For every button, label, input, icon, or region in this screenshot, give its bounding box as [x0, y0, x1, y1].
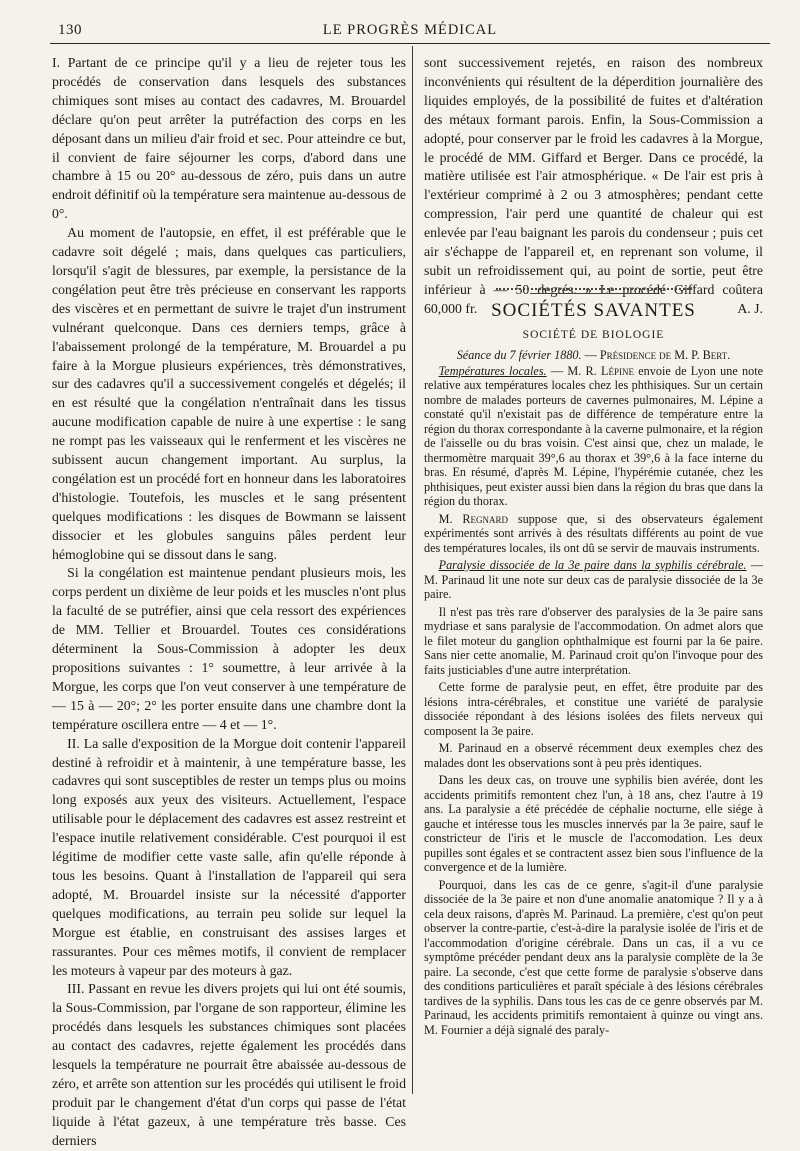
- paragraph-freezing: Si la congélation est maintenue pendant plusieurs mois, les corps perdent un dixième de leur poids et les muscles n'ont plus la faculté de se putréfier, ainsi que cela ressort des expériences de MM. Tellier et Brouardel. Toutes ces considérations déterminent la Sous-Commission à adopter les deux propositions suivantes : 1° soumettre, à leur arrivée à la Morgue, les corps que l'on veut conserver à une température de — 15 à — 20°; 2° les porter ensuite dans une chambre dont la température oscillera entre — 4 et — 1°.: [52, 565, 406, 732]
- paragraph: Cette forme de paralysie peut, en effet, être produite par des lésions intra-cérébrales, et constitue une variété de paralysie dissociée répondant à des lésions isolées des filets nerveux qui composent la 3e paire.: [424, 680, 763, 738]
- topic-reply: [424, 512, 763, 556]
- section-rule-dotted: [496, 288, 692, 290]
- topic-paralysie: [424, 558, 763, 602]
- topic-title: Températures locales.: [438, 363, 547, 378]
- reply-text: suppose que, si des observateurs également expérimentés sont arrivés à des résultats différents au point de vue des températures locales, ils ont dû se servir de mauvais instruments.: [424, 511, 763, 555]
- topic-text: envoie de Lyon une note relative aux températures locales chez les phthisiques. Sur un certain nombre de malades porteurs de cavernes pulmonaires, M. Lépine a constaté qu'il n'existait pas de différence de température entre la région du thorax correspondante à la caverne pulmonaire, et la région de l'aisselle ou du bras voisin. C'est ainsi que, chez un malade, le thermomètre marquait 39°,6 au thorax et 39°,6 à la face interne du bras. En résumé, d'après M. Lépine, l'hypérémie cutanée, chez les phthisiques, peut exister aussi bien dans la région du bras que dans la région du thorax.: [424, 363, 764, 508]
- paragraph: Il n'est pas très rare d'observer des paralysies de la 3e paire sans mydriase et sans paralysie de l'accommodation. On admet alors que le filet moteur du ganglion ophthalmique est fourni par la 6e paire. Sans nier cette anomalie, M. Parinaud croit qu'on l'invoque pour des faits justiciables d'une autre interprétation.: [424, 604, 763, 677]
- reply-author: M. Regnard: [438, 511, 508, 526]
- page-number: 130: [58, 22, 82, 38]
- paragraph: Dans les deux cas, on trouve une syphilis bien avérée, dont les accidents primitifs remontent chez l'un, à 18 ans, chez l'autre à 19 ans. La paralysie a été précédée de céphalie nocturne, elle siége à gauche et intéresse tous les muscles innervés par la 3e paire, sauf le constricteur de l'iris et le muscle de l'accomodation. Les deux pupilles sont égales et se contractent assez bien sous l'influence de la convergence et de la lumière.: [424, 773, 763, 874]
- paragraph-autopsy: Au moment de l'autopsie, en effet, il est préférable que le cadavre soit dégelé ; mais, dans quelques cas particuliers, lorsqu'il s'agit de blessures, par exemple, la persistance de la congélation peut être très précieuse en conservant les rapports des viscères et en permettant de suivre le trajet d'un instrument vulnérant quelconque. Dans ces derniers temps, grâce à l'abaissement prolongé de la température, M. Brouardel a pu faire à la Morgue plusieurs expériences, très démonstratives, sur des cadavres qu'il a successivement congelés et dégelés; il en est résulté que la congélation n'entraînait dans les tissus aucune modification capable de nuire à une expertise : le sang ne rompt pas les vaisseaux qui le renferment et les viscères ne subissent aucun changement important. Au surplus, la congélation est un procédé fort en honneur dans les laboratoires d'histologie. Toutefois, les muscles et le sang présentent quelques modifications : les disques de Bowmann se laissent dissocier et les globules sanguins pâles perdent leur hémoglobine qui se dissout dans le sang.: [52, 225, 406, 562]
- right-column-continuation: [424, 54, 763, 319]
- running-head: LE PROGRÈS MÉDICAL: [322, 22, 498, 38]
- session-presidency: — Présidence de M. P. Bert.: [584, 348, 731, 362]
- author-signature: A. J.: [737, 300, 763, 316]
- session-date: Séance du 7 février 1880.: [456, 348, 582, 362]
- topic-temperatures: Températures locales. — M. R. Lépine envoie de Lyon une note relative aux températures locales chez les phthisiques. Sur un certain nombre de malades porteurs de cavernes pulmonaires, M. Lépine a constaté qu'il n'existait pas de différence de température entre la région du thorax correspondante à la caverne pulmonaire, et la région de l'aisselle ou du bras voisin. C'est ainsi que, chez un malade, le thermomètre marquait 39°,6 au thorax et 39°,6 à la face interne du bras. En résumé, d'après M. Lépine, l'hypérémie cutanée, chez les phthisiques, peut exister aussi bien dans la région du bras que dans la région du thorax.: [424, 363, 764, 508]
- topic-intro: — M. Parinaud lit une note sur deux cas de paralysie dissociée de la 3e paire.: [424, 558, 763, 601]
- paragraph-continuation: [424, 54, 763, 319]
- section-rule: [530, 293, 658, 294]
- left-column: [52, 54, 406, 1151]
- topic-title: Paralysie dissociée de la 3e paire dans la syphilis cérébrale.: [438, 558, 747, 572]
- session-line: [424, 348, 763, 363]
- page-header: [50, 20, 770, 42]
- paragraph: M. Parinaud en a observé récemment deux exemples chez des malades dont les observations sont à peu près identiques.: [424, 741, 763, 770]
- section-title: SOCIÉTÉS SAVANTES: [491, 300, 696, 321]
- paragraph-section-iii: III. Passant en revue les divers projets qui lui ont été soumis, la Sous-Commission, par l'organe de son rapporteur, élimine les procédés dans lesquels les substances chimiques sont placées au contact des cadavres, rejette également les procédés dans lesquels la température ne pourrait être abaissée au-dessous de zéro, et arrête son attention sur les procédés qui utilisent le froid produit par le changement d'état d'un corps qui passe de l'état liquide à l'état gazeux, à une température très basse. Ces derniers: [52, 981, 407, 1148]
- society-report: [424, 348, 763, 1040]
- society-title: SOCIÉTÉ DE BIOLOGIE: [522, 329, 665, 341]
- paragraph: Pourquoi, dans les cas de ce genre, s'agit-il d'une paralysie dissociée de la 3e paire et non d'une anomalie anatomique ? Il y a à cela deux raisons, d'après M. Parinaud. La première, c'est qu'on peut observer la contre-partie, c'est-à-dire la paralysie isolée de l'iris et de l'accommodation d'origine cérébrale. Dans un cas, il a vu ce symptôme précéder pendant deux ans la paralysie complète de la 3e paire. La seconde, c'est que cette forme de paralysie s'observe dans des conditions particulières et paraît spéciale à des lésions cérébrales tardives de la syphilis. Dans tous les cas de ce genre observés par M. Parinaud, les accidents primitifs remontaient à quinze ou vingt ans. M. Fournier a déjà signalé des paraly-: [424, 877, 763, 1037]
- paragraph-section-ii: II. La salle d'exposition de la Morgue doit contenir l'appareil destiné à refroidir et à maintenir, à une température basse, les cadavres qui sont susceptibles de rester un temps plus ou moins long exposés aux yeux des visiteurs. Actuellement, l'espace utilisable pour le déplacement des cadavres est assez restreint et l'espace inutile relativement considérable. C'est pourquoi il est légitime de modifier cette vaste salle, afin qu'elle réponde à tous les besoins. Quant à l'installation de l'appareil qui sera adopté, M. Brouardel insiste sur la nécessité d'apporter quelques modifications, au terrain peu solide sur lequel la Morgue est établie, en construisant des assises larges et rassurantes. Pour ces mêmes motifs, il convient de remplacer les moteurs à vapeur par des moteurs à gaz.: [52, 735, 406, 978]
- paragraph-section-i: I. Partant de ce principe qu'il y a lieu de rejeter tous les procédés de conservation dans lesquels des substances chimiques sont mises au contact des cadavres, M. Brouardel déclare qu'on peut arrêter la putréfaction des corps en les déposant dans un milieu d'air froid et sec. Pour atteindre ce but, il convient de faire séjourner les corps, d'abord dans une chambre à 15 ou 20° au-dessous de zéro, puis dans un autre endroit définitif où la température sera maintenue au-dessous de 0°.: [52, 55, 406, 222]
- header-rule: [50, 43, 770, 44]
- column-divider: [412, 46, 413, 1094]
- continuation-text: sont successivement rejetés, en raison des nombreux inconvénients qui résultent de la déperdition journalière des liquides employés, de la possibilité de fuites et d'altération des métaux formant parois. Enfin, la Sous-Commission a adopté, pour conserver par le froid les cadavres à la Morgue, le procédé de MM. Giffard et Berger. Dans ce procédé, la matière utilisée est l'air atmosphérique. « De l'air est pris à l'extérieur comprimé à 2 ou 3 atmosphères; pendant cette compression, l'air perd une quantité de chaleur qui est enlevée par l'eau baignant les parois du condenseur ; puis cet air s'échappe de l'appareil et, en reprenant son volume, il subit un refroidissement qui, au point de sortie, peut être inférieur à — 50 degrés. » Le procédé Giffard coûtera 60,000 fr.: [424, 55, 763, 316]
- topic-author: M. R. Lépine: [567, 363, 634, 378]
